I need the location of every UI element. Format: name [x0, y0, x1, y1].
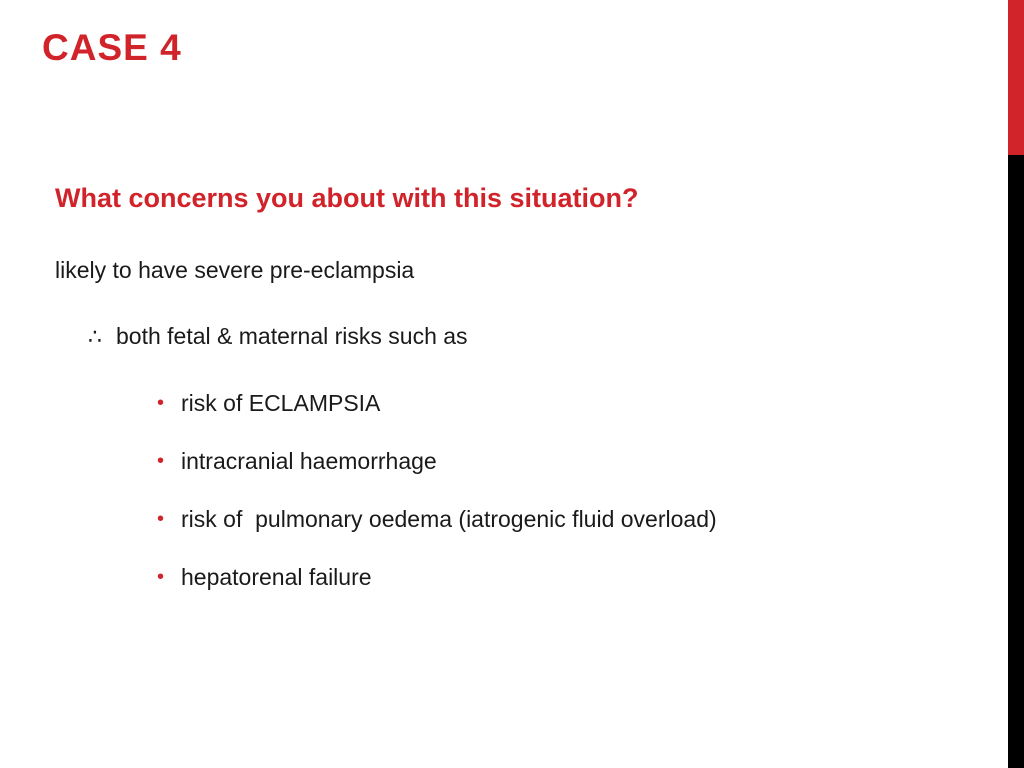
- bullet-item: [157, 504, 717, 562]
- body-line-risks-text: both fetal & maternal risks such as: [116, 323, 468, 349]
- side-accent-bar-black: [1008, 155, 1024, 768]
- bullet-text: hepatorenal failure: [181, 564, 372, 590]
- therefore-symbol-icon: ∴: [88, 325, 102, 350]
- side-accent-bar-red: [1008, 0, 1024, 155]
- bullet-text: intracranial haemorrhage: [181, 448, 437, 474]
- body-line-diagnosis: [55, 255, 414, 285]
- body-line-diagnosis-text: likely to have severe pre-eclampsia: [55, 257, 415, 283]
- bullet-dot-icon: •: [157, 392, 165, 414]
- body-line-risks: [88, 321, 468, 353]
- bullet-item: [157, 388, 717, 446]
- slide-title: CASE 4: [42, 27, 182, 68]
- bullet-text: risk of pulmonary oedema (iatrogenic fluid overload): [181, 506, 717, 532]
- bullet-item: [157, 562, 717, 620]
- risk-bullet-list: [157, 388, 717, 620]
- bullet-dot-icon: •: [157, 508, 165, 530]
- bullet-dot-icon: •: [157, 566, 165, 588]
- bullet-dot-icon: •: [157, 450, 165, 472]
- question-heading: What concerns you about with this situation?: [55, 183, 639, 213]
- bullet-item: [157, 446, 717, 504]
- bullet-text: risk of ECLAMPSIA: [181, 390, 381, 416]
